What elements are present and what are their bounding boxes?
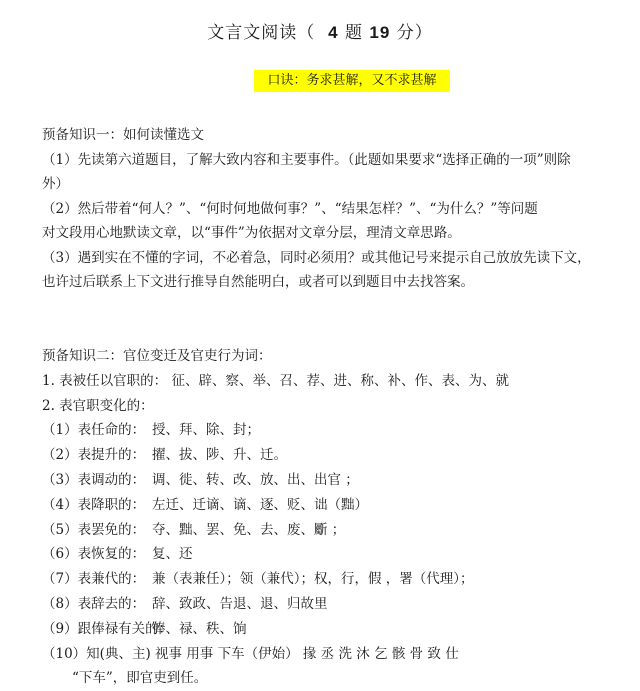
list-item — [42, 617, 624, 642]
item-label: （8）表辞去的： — [42, 595, 146, 612]
item-label: （9）跟俸禄有关的： — [42, 620, 173, 637]
section-one-heading: 预备知识一：如何读懂选文 — [42, 127, 204, 143]
item-value: 调、徙、转、改、放、出、出官 ； — [152, 471, 359, 488]
item-value: 复、还 — [152, 546, 193, 563]
item-value: 夺、黜、罢、免、去、废、斸 ； — [152, 521, 346, 538]
text-line: 外） — [42, 176, 69, 192]
list-item — [42, 468, 624, 493]
list-item — [42, 443, 624, 468]
item-value: 俸、禄、秩、饷 — [152, 620, 247, 637]
text-line: （1）先读第六道题目，了解大致内容和主要事件。（此题如果要求“选择正确的一项”则除 — [42, 151, 571, 168]
list-item — [42, 518, 624, 543]
text-line: “下车”，即官吏到任。 — [72, 670, 208, 687]
page-title — [0, 18, 640, 43]
item-value: 擢、拔、陟、升、迁。 — [152, 447, 287, 464]
section-one — [42, 123, 624, 295]
item-label: （4）表降职的： — [42, 496, 146, 513]
list-item — [42, 418, 624, 443]
list-item — [42, 592, 624, 617]
highlighted-motto: 口诀：务求甚解，又不求甚解 — [254, 70, 450, 92]
text-line: （3）遇到实在不懂的字词，不必着急，同时必须用？或其他记号来提示自己放放先读下文， — [42, 249, 591, 266]
list-item — [42, 567, 624, 592]
item-label: （2）表提升的： — [42, 447, 146, 464]
question-count: 4 — [328, 23, 339, 42]
title-text: 文言文阅读（ — [207, 23, 316, 43]
list-item — [42, 542, 624, 567]
section-two-heading: 预备知识二：官位变迁及官吏行为词： — [42, 348, 272, 364]
text-line: （10）知(典、主) 视事 用事 下车（伊始） 掾 丞 洗 沐 乞 骸 骨 致 仕 — [42, 645, 459, 662]
item-label: （3）表调动的： — [42, 471, 146, 488]
title-mid: 题 — [344, 23, 363, 43]
item-value: 兼（表兼任）；领（兼代）；权，行，假 ，署（代理）； — [152, 571, 474, 588]
text-line: （2）然后带着“何人？”、“何时何地做何事？”、“结果怎样？”、“为什么？”等问题 — [42, 200, 538, 217]
item-value: 辞、致政、告退、退、归故里 — [152, 595, 328, 612]
text-line: 对文段用心地默读文章，以“事件”为依据对文章分层，理清文章思路。 — [42, 225, 461, 241]
text-line: 1. 表被任以官职的： 征、辟、察、举、召、荐、进、称、补、作、表、为、就 — [42, 372, 509, 389]
section-two — [42, 344, 624, 691]
text-line: 也许过后联系上下文进行推导自然能明白，或者可以到题目中去找答案。 — [42, 274, 474, 290]
title-end: 分） — [396, 23, 433, 43]
item-label: （7）表兼代的： — [42, 571, 146, 588]
list-item — [42, 493, 624, 518]
item-label: （5）表罢免的： — [42, 521, 146, 538]
item-label: （6）表恢复的： — [42, 546, 146, 563]
text-line: 2. 表官职变化的： — [42, 397, 154, 414]
item-value: 左迁、迁谪、谪、逐、贬、诎（黜） — [152, 496, 368, 513]
score-count: 19 — [369, 23, 391, 42]
item-label: （1）表任命的： — [42, 422, 146, 439]
item-value: 授、拜、除、封； — [152, 422, 260, 439]
